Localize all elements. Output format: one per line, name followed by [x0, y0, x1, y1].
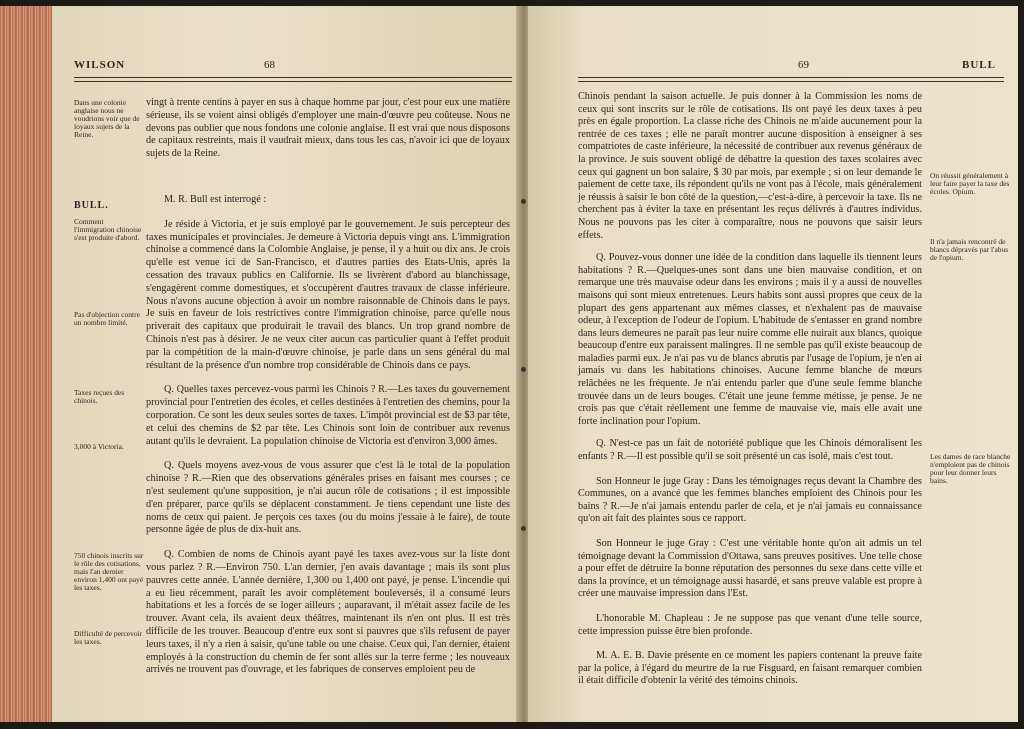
margin-note: On réussit généralement à leur faire payer la taxe des écoles. Opium.: [930, 171, 1010, 196]
page-number-right: 69: [798, 59, 809, 71]
paragraph: Q. Quelles taxes percevez-vous parmi les Chinois ? R.—Les taxes du gouvernement provincial pour l'entretien des écoles, et celles destinées à l'entretien des chemins, pour la corporation. Ce sont les deux seules sortes de taxes. L'impôt provincial est de $3 par tête, et celui des chemins de $2 par tête. Les Chinois sont loin de contribuer aux revenus autant qu'ils le devraient. La population chinoise de Victoria est d'environ 3,000 âmes.: [146, 384, 510, 447]
margin-note: Il n'a jamais rencontré de blancs dépravés par l'abus de l'opium.: [930, 237, 1009, 262]
paragraph: Son Honneur le juge Gray : Dans les témoignages reçus devant la Chambre des Communes, on a avancé que les femmes blanches emploient des Chinois pour les bains ? R.—Je n'ai jamais entendu parler de cela, et je n'ai jamais eu connaissance qu'on ait fait des plaintes sous ce rapport.: [578, 475, 922, 525]
paragraph: Son Honneur le juge Gray : C'est une véritable honte qu'on ait admis un tel témoignage devant la Commission d'Ottawa, sans preuves positives. Une telle chose a pour effet de détruire la bonne réputation des personnes du sexe dans cette ville et dans la province, et un témoignage aussi hasardé, et sans preuve valable est propre à créer une mauvaise impression dans l'Est.: [578, 538, 922, 600]
margin-note: Pas d'objection contre un nombre limité.: [74, 310, 140, 327]
margin-note: Taxes reçues des chinois.: [74, 388, 125, 405]
header-rule: [74, 77, 512, 78]
speaker-label: BULL.: [74, 200, 109, 211]
page-number-left: 68: [264, 59, 275, 71]
paragraph: Je réside à Victoria, et je suis employé par le gouvernement. Je suis percepteur des taxes municipales et provinciales. Je demeure à Victoria depuis vingt ans. L'immigration chinoise a commencé dans la Colombie Anglaise, je pense, il y a huit ou dix ans. Je crois qu'elle est venue ici de San-Francisco, et d'autres parties des Etats-Unis, après la cessation des travaux publics en Californie. Ils se livrèrent d'abord au blanchissage, s'engagèrent comme domestiques, et s'occupèrent d'autres travaux de classe inférieure. Nous n'avons aucune objection à avoir un nombre raisonnable de Chinois dans le pays. Je suis en faveur de lois restrictives contre l'immigration chinoise, parce qu'elle nous priverait des capitaux que produirait le travail des blancs. Un trop grand nombre de Chinois n'est pas à désirer. Je ne veux citer aucun cas particulier quant à l'effet produit par la compétition de la main-d'œuvre chinoise, je parle dans un sens général du mal résultant de la présence d'un nombre trop considérable de Chinois dans ce pays.: [146, 218, 510, 371]
binding-stitch: [521, 526, 526, 531]
body-text-left: [146, 194, 510, 677]
paragraph: vingt à trente centins à payer en sus à chaque homme par jour, c'est pour eux une matière sérieuse, ils se voient ainsi obligés d'employer une main-d'œuvre peu coûteuse. Nous ne devons pas oublier que nous fondons une colonie anglaise. Il est vrai que nous disposons de capitaux restreints, mais il vaudrait mieux, dans tous les cas, n'avoir ici que de loyaux sujets de la Reine.: [146, 97, 510, 160]
binding-stitch: [521, 367, 526, 372]
header-rule-thin: [578, 81, 1004, 82]
left-page: [52, 6, 522, 722]
margin-note: Les dames de race blanche n'emploient pas de chinois pour leur donner leurs bains.: [930, 452, 1011, 485]
paragraph: M. R. Bull est interrogé :: [164, 194, 267, 205]
header-rule: [578, 77, 1004, 78]
binding-stitch: [521, 199, 526, 204]
body-text-left: [146, 97, 510, 161]
paragraph: M. A. E. B. Davie présente en ce moment les papiers contenant la preuve faite par la police, à l'égard du meurtre de la rue Fisguard, en faisant remarquer combien il était difficile d'obtenir la vérité des témoins chinois.: [578, 650, 922, 687]
running-header-right: BULL: [962, 59, 996, 71]
margin-note: Dans une colonie anglaise nous ne voudrions voir que de loyaux sujets de la Reine.: [74, 98, 140, 139]
margin-note: 750 chinois inscrits sur le rôle des cotisations, mais l'an dernier environ 1,400 ont payé les taxes.: [74, 551, 144, 592]
paragraph: Q. Pouvez-vous donner une idée de la condition dans laquelle ils tiennent leurs habitations ? R.—Quelques-unes sont dans une bien mauvaise condition, et on remarque une très mauvaise odeur dans les environs ; mais il y a aussi de nouvelles maisons qui sont mieux entretenues. Leurs habits sont aussi propres que ceux de la plupart des gens appartenant aux mêmes classes, et n'exhalent pas de mauvaise odeur, à l'exception de l'odeur de l'opium. L'habitude de s'entasser en grand nombre dans leurs demeures ne paraît pas leur nuire comme elle nuirait aux blancs, quoique beaucoup d'entre eux paraissent malingres. Il ne semble pas qu'il existe beaucoup de maladies parmi eux. Je n'ai pas vu de blancs abrutis par l'usage de l'opium, je n'en ai jamais vu dans les habitations chinoises. Aucune femme blanche de mœurs relâchées ne les fréquente. Je n'ai entendu parler que d'une seule femme blanche trouvée dans un de leurs bouges. C'était une jeune femme métisse, je pense. Je ne crois pas que c'était réellement une femme de mauvaise vie, mais elle avait une forte inclination pour l'opium.: [578, 252, 922, 427]
right-page: [528, 6, 1018, 722]
paragraph: L'honorable M. Chapleau : Je ne suppose pas que venant d'une telle source, cette impression puisse être bien profonde.: [578, 612, 922, 637]
paragraph: Q. Quels moyens avez-vous de vous assurer que c'est là le total de la population chinoise ? R.—Rien que des observations générales prises en faisant mes courses ; ce n'est seulement qu'une supposition, je n'ai aucun rôle de cotisations ; il est impossible d'en préparer, parce qu'ils se déplacent constamment. Je tiens cependant une liste des noms de ceux qui paient. Je perçois ces taxes (ou du moins j'essaie à le faire), de toute personne âgée de plus de dix-huit ans.: [146, 460, 510, 536]
paragraph: Q. N'est-ce pas un fait de notoriété publique que les Chinois démoralisent les enfants ? R.—Il est possible qu'il se soit présenté un cas isolé, mais c'est tout.: [578, 438, 922, 463]
paragraph: Q. Combien de noms de Chinois ayant payé les taxes avez-vous sur la liste dont vous parlez ? R.—Environ 750. L'an dernier, j'en avais davantage ; mais ils sont plus pauvres cette année. L'année dernière, 1,300 ou 1,400 ont payé, je pense. L'incendie qui a eu lieu récemment, paraît les avoir complètement bouleversés, il a consumé leurs habitations et les a forcés de se loger ailleurs ; auparavant, il m'était assez facile de les trouver. Avant cela, ils avaient deux théâtres, maintenant ils n'en ont plus. Il est très difficile de les trouver. Beaucoup d'entre eux sont si pauvres que s'ils refusent de payer leurs taxes, il n'y a rien à saisir, qu'une table ou une chaise. Ceux qui, l'an dernier, étaient employés à la construction du chemin de fer sont allés sur la terre ferme ; les nouveaux arrivés ne trouvent pas d'ouvrage, et les fabriques de conserves emploient peu de: [146, 549, 510, 676]
page-edges: [0, 6, 52, 722]
margin-note: 3,000 à Victoria.: [74, 442, 124, 451]
margin-note: Difficulté de percevoir les taxes.: [74, 629, 143, 646]
header-rule-thin: [74, 81, 512, 82]
body-text-right: [578, 91, 922, 688]
margin-note: Comment l'immigration chinoise s'est produite d'abord.: [74, 217, 142, 242]
running-header-left: WILSON: [74, 59, 126, 71]
paragraph: Chinois pendant la saison actuelle. Je puis donner à la Commission les noms de ceux qui sont inscrits sur le rôle de cotisations. Ils ont payé les deux taxes à peu près en égale proportion. La classe riche des Chinois ne m'aide aucunement pour la rentrée de ces taxes ; elle ne paraît montrer aucune disposition à enseigner à ses compatriotes de caste inférieure, la nécessité de contribuer aux revenus généraux de la province. Je suis souvent obligé de débattre la question des taxes scolaires avec ceux qui gagnent un bon salaire, $ 30 par mois, par exemple ; si on leur demande le paiement de cette taxe, ils répondent qu'ils ne vont pas à l'école, mais généralement je réussis à saisir le bon côté de la question,—c'est-à-dire, à percevoir la taxe. Ils ne cherchent pas à éviter la taxe en présentant les reçus délivrés à d'autres individus. Nous ne pouvons pas les citer à comparaître, nous ne pouvons que saisir leurs effets.: [578, 91, 922, 241]
